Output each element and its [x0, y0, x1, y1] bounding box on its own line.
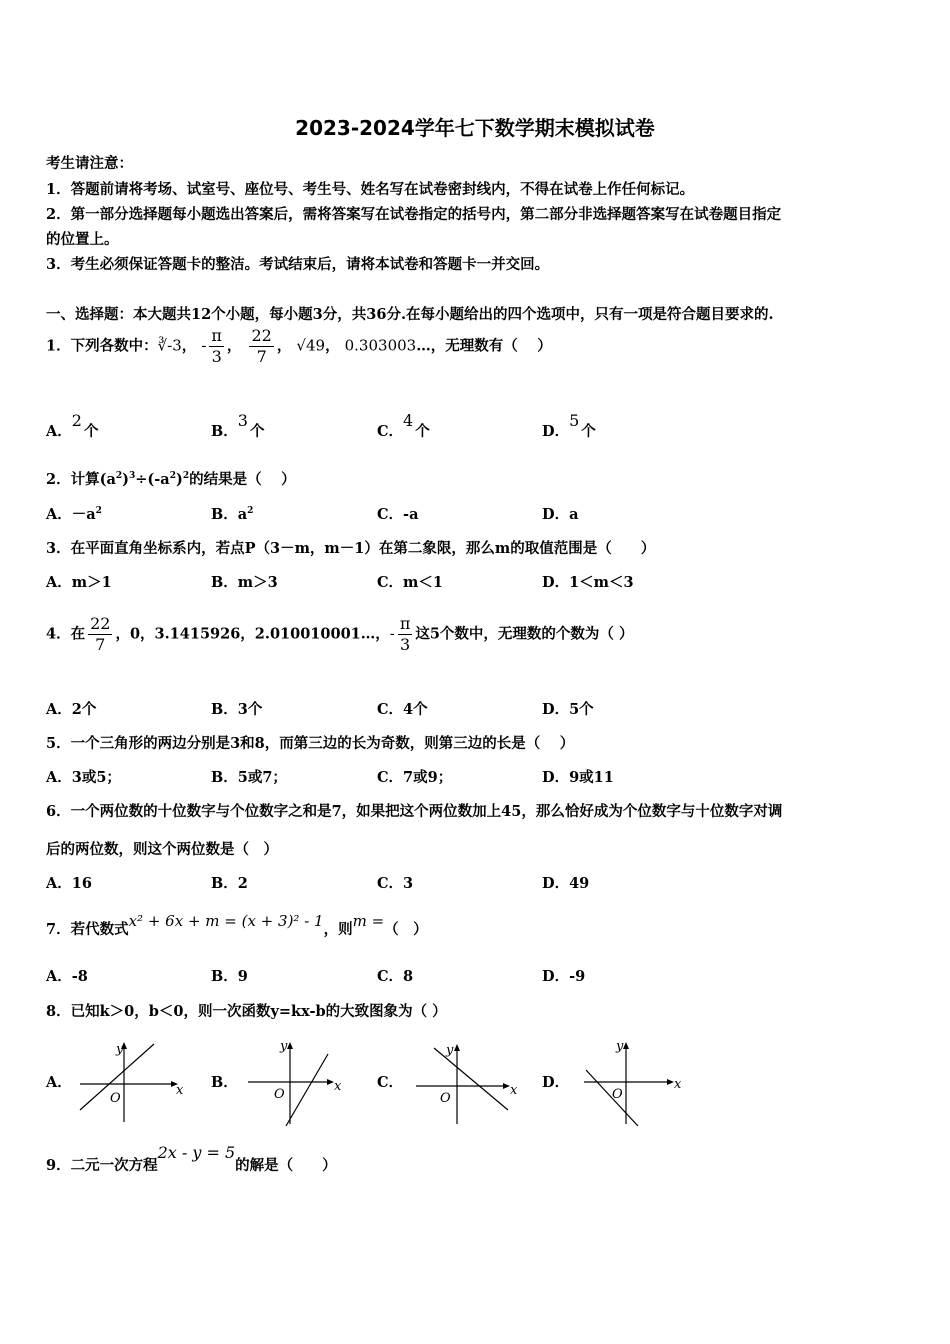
q8-c-x-label: x: [510, 1083, 518, 1098]
q3-option-a[interactable]: A．m＞1: [46, 574, 112, 591]
q1-c-label: C．: [377, 423, 404, 440]
q2-option-b[interactable]: [211, 503, 253, 524]
q7-suffix: （ ）: [384, 921, 428, 938]
q1-b-label: B．: [211, 423, 238, 440]
q7-prefix: 7．若代数式: [46, 921, 129, 938]
q2-text-a: 2．计算(a: [46, 471, 116, 488]
q1-d-label: D．: [542, 423, 570, 440]
q8-d-origin: O: [612, 1087, 623, 1102]
q1-suffix: …，无理数有（ ）: [416, 337, 552, 355]
section-heading: 一、选择题：本大题共12个小题，每小题3分，共36分.在每小题给出的四个选项中，只有一项是符合题目要求的.: [46, 306, 774, 323]
q9-prefix: 9．二元一次方程: [46, 1157, 158, 1174]
q2-d-label: D．: [542, 506, 570, 523]
q8-graph-c[interactable]: [412, 1040, 522, 1126]
notice-heading: 考生请注意：: [46, 155, 133, 172]
q3-option-c[interactable]: C．m＜1: [377, 574, 443, 591]
q2-sup3: 2: [169, 471, 176, 481]
q4-neg: -: [389, 624, 395, 643]
q4-22: 22: [90, 614, 111, 633]
q8-option-a-label[interactable]: A．: [46, 1074, 72, 1091]
q2-b-label: B．: [211, 506, 238, 523]
q2-text-e: 的结果是（ ）: [189, 471, 296, 488]
q8-graph-d[interactable]: [580, 1036, 690, 1128]
question-7: [46, 910, 428, 938]
q7-m-eq: m =: [352, 912, 385, 930]
q1-7: 7: [249, 346, 273, 367]
q2-b-value: a: [237, 506, 248, 523]
notice-item-2: 2．第一部分选择题每小题选出答案后，需将答案写在试卷指定的括号内，第二部分非选择题答案写在试卷题目指定: [46, 206, 782, 223]
q8-c-y-label: y: [446, 1043, 454, 1058]
q8-d-y-label: y: [616, 1039, 624, 1054]
q9-expr: 2x - y = 5: [157, 1143, 236, 1162]
q1-neg: -: [201, 336, 207, 355]
q1-22: 22: [251, 326, 272, 345]
q7-option-a[interactable]: A．-8: [46, 968, 88, 985]
q1-frac-22-7: [249, 326, 273, 367]
q1-sep: ，: [181, 337, 197, 355]
q2-option-c[interactable]: [377, 503, 418, 524]
q8-c-origin: O: [440, 1091, 451, 1106]
notice-item-1: 1．答题前请将考场、试室号、座位号、考生号、姓名写在试卷密封线内，不得在试卷上作任何标记。: [46, 181, 695, 198]
q1-prefix: 1．下列各数中：: [46, 337, 158, 355]
q1-c-unit: 个: [415, 423, 430, 440]
q4-pi: π: [399, 614, 411, 633]
q1-pi: π: [211, 326, 222, 345]
q2-d-value: a: [569, 506, 579, 523]
q8-option-c-label[interactable]: C．: [377, 1074, 404, 1091]
q4-frac-22-7: [88, 614, 112, 655]
q1-frac-pi: [209, 326, 224, 367]
q5-option-c[interactable]: C．7或9；: [377, 769, 453, 786]
q6-option-d[interactable]: D．49: [542, 875, 590, 892]
question-5: 5．一个三角形的两边分别是3和8，而第三边的长为奇数，则第三边的长是（ ）: [46, 735, 575, 752]
q1-cbrt: ∛-3: [157, 336, 182, 355]
page-title: 2023-2024学年七下数学期末模拟试卷: [295, 116, 655, 140]
q2-text-b: ): [122, 471, 129, 488]
q2-option-d[interactable]: [542, 503, 578, 524]
q2-a-sup: 2: [95, 506, 102, 516]
q6-option-a[interactable]: A．16: [46, 875, 92, 892]
q3-option-d[interactable]: D．1＜m＜3: [542, 574, 634, 591]
q7-option-c[interactable]: C．8: [377, 968, 414, 985]
question-2: [46, 468, 296, 489]
q1-d-unit: 个: [581, 423, 596, 440]
q9-suffix: 的解是（ ）: [235, 1157, 337, 1174]
q4-option-c[interactable]: C．4个: [377, 701, 428, 718]
q5-option-b[interactable]: B．5或7；: [211, 769, 287, 786]
q5-option-a[interactable]: A．3或5；: [46, 769, 121, 786]
q4-frac-pi: [398, 614, 413, 655]
q8-b-x-label: x: [334, 1079, 342, 1094]
q1-b-unit: 个: [249, 423, 265, 440]
q7-expr: x² + 6x + m = (x + 3)² - 1: [128, 912, 324, 930]
q1-option-d[interactable]: [542, 411, 596, 441]
q1-option-b[interactable]: [211, 411, 265, 441]
question-1: [46, 326, 552, 367]
q7-option-d[interactable]: D．-9: [542, 968, 586, 985]
q1-sep: ，: [226, 337, 242, 355]
q4-suffix: 这5个数中，无理数的个数为（ ）: [415, 625, 634, 643]
q3-option-b[interactable]: B．m＞3: [211, 574, 278, 591]
q8-b-origin: O: [274, 1087, 285, 1102]
q1-sep: ，: [276, 337, 292, 355]
q8-a-y-label: y: [116, 1042, 124, 1057]
notice-item-2-cont: 的位置上。: [46, 231, 119, 248]
question-4: [46, 614, 633, 655]
q1-sep: ，: [325, 337, 340, 355]
q8-option-b-label[interactable]: B．: [211, 1074, 238, 1091]
q4-7: 7: [88, 634, 112, 655]
q4-option-b[interactable]: B．3个: [211, 701, 263, 718]
q4-prefix: 4．在: [46, 625, 86, 643]
q2-sup1: 2: [115, 471, 123, 481]
q7-mid: ，则: [323, 921, 353, 938]
q1-b-num: 3: [237, 411, 248, 430]
q8-graph-b[interactable]: [244, 1036, 354, 1128]
q1-sqrt49: √49: [296, 336, 326, 355]
notice-item-3: 3．考生必须保证答题卡的整洁。考试结束后，请将本试卷和答题卡一并交回。: [46, 256, 550, 273]
q1-option-a[interactable]: [46, 411, 99, 441]
q2-option-a[interactable]: [46, 503, 102, 524]
q1-decimal: 0.303003: [344, 336, 417, 355]
q1-a-label: A．: [46, 423, 72, 440]
question-3: 3．在平面直角坐标系内，若点P（3－m，m－1）在第二象限，那么m的取值范围是（ ）: [46, 540, 656, 557]
q4-three: 3: [398, 634, 413, 655]
q1-three: 3: [209, 346, 224, 367]
question-6-line-1: 6．一个两位数的十位数字与个位数字之和是7，如果把这个两位数加上45，那么恰好成为个位数字与十位数字对调: [46, 803, 783, 820]
q2-a-value: －a: [71, 506, 96, 523]
q2-b-sup: 2: [247, 506, 254, 516]
q4-option-a[interactable]: A．2个: [46, 701, 97, 718]
q8-b-y-label: y: [280, 1039, 288, 1054]
q8-a-x-label: x: [176, 1083, 184, 1098]
q2-c-value: -a: [403, 506, 419, 523]
q8-a-origin: O: [110, 1091, 121, 1106]
question-9: [46, 1142, 337, 1174]
question-8: 8．已知k＞0，b＜0，则一次函数y=kx-b的大致图象为（ ）: [46, 1003, 447, 1020]
q8-d-x-label: x: [674, 1077, 682, 1092]
q4-option-d[interactable]: D．5个: [542, 701, 594, 718]
q1-d-num: 5: [569, 411, 580, 430]
q1-a-num: 2: [71, 411, 82, 430]
q1-option-c[interactable]: [377, 411, 430, 441]
q4-middle: ，0，3.1415926，2.010010001…，: [115, 625, 390, 643]
q2-text-c: ÷(-a: [135, 471, 170, 488]
q2-sup4: 2: [182, 471, 190, 481]
q7-option-b[interactable]: B．9: [211, 968, 248, 985]
q2-text-d: ): [175, 471, 183, 488]
q6-option-c[interactable]: C．3: [377, 875, 414, 892]
q2-a-label: A．: [46, 506, 72, 523]
q5-option-d[interactable]: D．9或11: [542, 769, 614, 786]
q6-option-b[interactable]: B．2: [211, 875, 248, 892]
question-6-line-2: 后的两位数，则这个两位数是（ ）: [46, 841, 278, 858]
q2-sup2: 3: [129, 471, 136, 481]
q2-c-label: C．: [377, 506, 404, 523]
q8-graph-a[interactable]: [72, 1038, 192, 1124]
q8-option-d-label[interactable]: D．: [542, 1074, 570, 1091]
q1-a-unit: 个: [83, 423, 99, 440]
q1-c-num: 4: [403, 411, 414, 430]
